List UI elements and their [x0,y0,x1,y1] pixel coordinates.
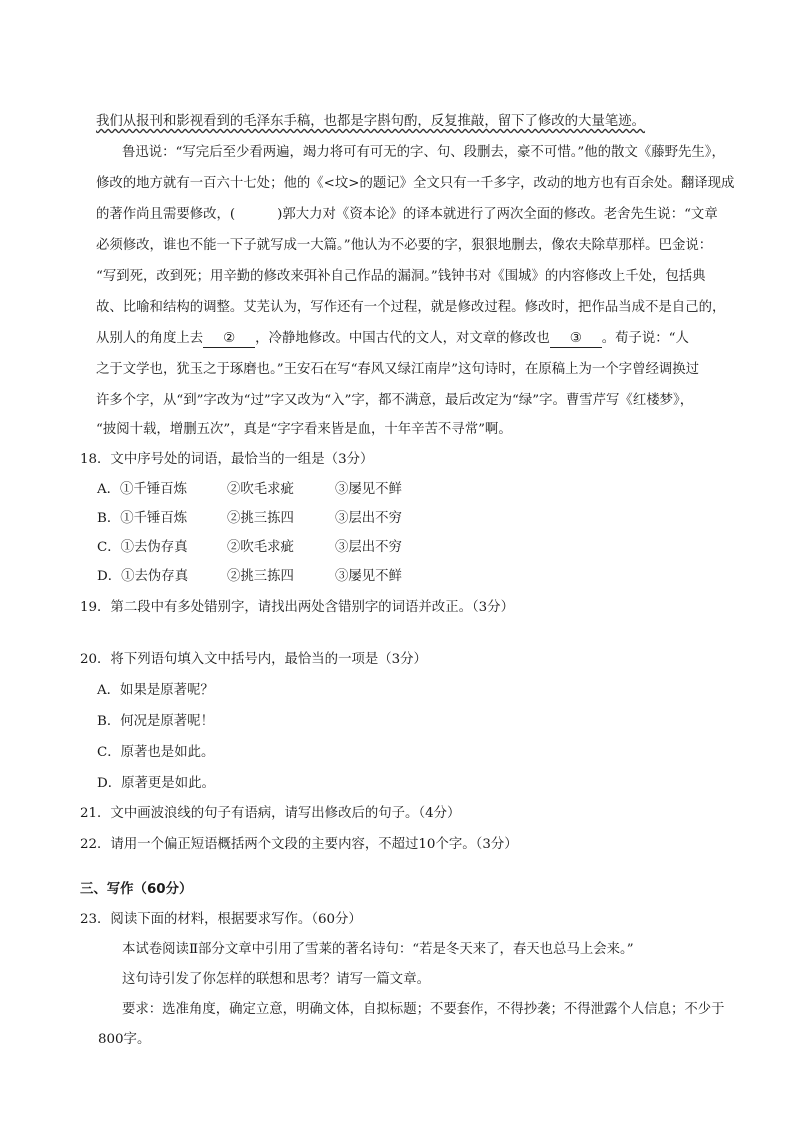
passage-line: 修改的地方就有一百六十七处；他的《<坟>的题记》全文只有一千多字，改动的地方也有百余处。翻译现成 [96,176,735,191]
q23-requirements: 要求：选准角度，确定立意，明确文体，自拟标题；不要套作，不得抄袭；不得泄露个人信息；不少于 [122,1002,725,1017]
option-label: B．①千锤百炼 [97,511,188,526]
passage-line: 必须修改，谁也不能一下子就写成一大篇。”他认为不必要的字，狠狠地删去，像农夫除草那样。巴金说： [96,238,713,253]
blank-2: ② [203,331,255,348]
q18-option-a [97,480,402,500]
option-b: ②挑三拣四 [227,511,294,526]
passage-line [96,205,718,225]
q23-requirements-cont: 800字。 [98,1032,151,1047]
q20-option-a: A．如果是原著呢？ [97,683,214,698]
q18-option-b [97,509,402,529]
option-c: ③层出不穷 [335,540,402,555]
passage-line: 之于文学也，犹玉之于琢磨也。”王安石在写“春风又绿江南岸”这句诗时，在原稿上为一个字曾经调换过 [96,362,700,377]
passage-wavy-sentence [96,112,708,132]
option-b: ②吹毛求疵 [227,540,294,555]
option-c: ③屡见不鲜 [335,569,402,584]
wavy-underlined-sentence: 我们从报刊和影视看到的毛泽东手稿，也都是字斟句酌，反复推敲，留下了修改的大量笔迹。 [96,114,646,129]
passage-line: 故、比喻和结构的调整。艾芜认为，写作还有一个过程，就是修改过程。修改时，把作品当成不是自己的， [96,300,726,315]
option-label: A．①千锤百炼 [97,482,188,497]
passage-text: )郭大力对《资本论》的译本就进行了两次全面的修改。老舍先生说：“文章 [277,207,718,222]
section-3-title: 三、写作（60分） [80,882,193,897]
q18-option-c [97,538,402,558]
passage-text: 。荀子说：“人 [601,331,689,346]
q20-option-b: B．何况是原著呢！ [97,714,214,729]
question-19-stem: 19．第二段中有多处错别字，请找出两处含错别字的词语并改正。（3分） [80,600,514,615]
passage-line: “写到死，改到死；用辛勤的修改来弭补自己作品的漏洞。”钱钟书对《围城》的内容修改上千处，包括典 [96,269,706,284]
question-18-stem: 18．文中序号处的词语，最恰当的一组是（3分） [80,452,374,467]
option-label: D．①去伪存真 [97,569,189,584]
q18-option-d [97,567,402,587]
passage-text: 的著作尚且需要修改，( [96,207,236,222]
question-20-stem: 20．将下列语句填入文中括号内，最恰当的一项是（3分） [80,652,427,667]
blank-3: ③ [550,331,602,348]
passage-line: 许多个字，从“到”字改为“过”字又改为“入”字，都不满意，最后改定为“绿”字。曹雪芹写《红楼梦》， [96,393,694,408]
option-b: ②挑三拣四 [227,569,294,584]
passage-text: 从别人的角度上去 [96,331,204,346]
q23-prompt: 这句诗引发了你怎样的联想和思考？请写一篇文章。 [122,972,430,987]
passage-line: 鲁迅说：“写完后至少看两遍，竭力将可有可无的字、句、段删去，豪不可惜。”他的散文《藤野先生》， [122,145,725,160]
passage-line [96,329,708,349]
q20-option-d: D．原著更是如此。 [97,776,215,791]
option-label: C．①去伪存真 [97,540,188,555]
option-b: ②吹毛求疵 [227,482,294,497]
question-23-stem: 23．阅读下面的材料，根据要求写作。（60分） [80,912,362,927]
q20-option-c: C．原著也是如此。 [97,745,215,760]
question-22-stem: 22．请用一个偏正短语概括两个文段的主要内容，不超过10个字。（3分） [80,837,518,852]
passage-line: “披阅十载，增删五次”，真是“字字看来皆是血，十年辛苦不寻常”啊。 [96,422,512,437]
option-c: ③层出不穷 [335,511,402,526]
question-21-stem: 21．文中画波浪线的句子有语病，请写出修改后的句子。（4分） [80,806,461,821]
passage-text: ，冷静地修改。中国古代的文人，对文章的修改也 [255,331,550,346]
q23-material: 本试卷阅读Ⅱ部分文章中引用了雪莱的著名诗句：“若是冬天来了，春天也总马上会来。” [122,942,634,957]
option-c: ③屡见不鲜 [335,482,402,497]
